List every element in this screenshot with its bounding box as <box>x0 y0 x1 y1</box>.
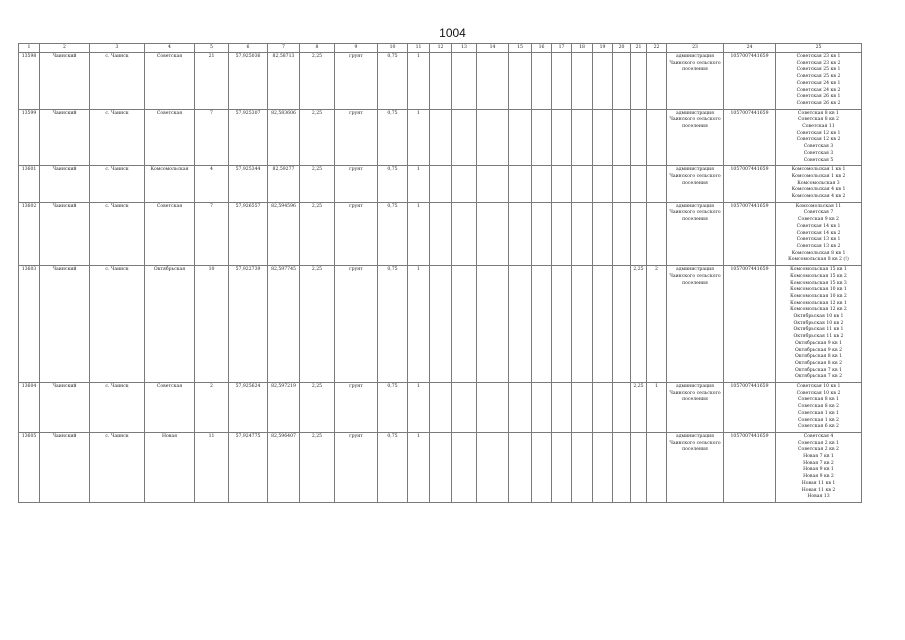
cell-addresses <box>776 53 862 110</box>
cell-area: 2,25 <box>300 383 335 433</box>
empty-cell <box>477 109 509 166</box>
cell-volume: 0,75 <box>378 266 408 383</box>
column-header: 2 <box>40 44 90 53</box>
address-line: Советская 12 кв 2 <box>796 137 841 143</box>
cell-id: 13599 <box>19 109 40 166</box>
cell-area: 2,25 <box>300 266 335 383</box>
cell-extra-area: 2,25 <box>631 266 647 383</box>
cell-addresses <box>776 266 862 383</box>
column-header: 12 <box>430 44 452 53</box>
column-header: 19 <box>593 44 613 53</box>
cell-surface: грунт <box>335 166 378 203</box>
cell-surface: грунт <box>335 202 378 265</box>
address-line: Комсомольская 11 <box>795 203 842 209</box>
cell-extra-count <box>647 432 667 502</box>
empty-cell <box>613 266 631 383</box>
address-line: Новая 9 кв 1 <box>803 467 834 473</box>
cell-lat: 57,924775 <box>229 432 268 502</box>
cell-lat: 57,925036 <box>229 53 268 110</box>
cell-village: с. Чаинск <box>90 383 145 433</box>
cell-street: Комсомольская <box>145 166 195 203</box>
address-line: Комсомольская 8 кв 2 (!) <box>788 257 849 263</box>
address-line: Комсомольская 10 кв 2 <box>790 293 847 299</box>
address-line: Новая 7 кв 1 <box>803 454 834 460</box>
address-line: Комсомольская 10 кв 1 <box>790 287 847 293</box>
cell-owner: администрация Чаинского сельского поселения <box>667 53 724 110</box>
table-row <box>19 166 862 203</box>
cell-ogrn: 1057007441659 <box>724 266 776 383</box>
cell-id: 13601 <box>19 166 40 203</box>
address-line: Комсомольская 8 кв 1 <box>791 250 846 256</box>
table-row <box>19 432 862 502</box>
table-row <box>19 202 862 265</box>
address-line: Комсомольская 15 кв 1 <box>790 267 847 273</box>
cell-district: Чаинский <box>40 166 90 203</box>
cell-lon: 82,583606 <box>268 109 300 166</box>
address-line: Советская 7 <box>803 210 834 216</box>
cell-house: 21 <box>195 53 229 110</box>
address-line: Комсомольская 15 кв 3 <box>790 280 847 286</box>
column-header: 18 <box>572 44 593 53</box>
address-line: Советская 3 <box>803 144 834 150</box>
empty-cell <box>593 53 613 110</box>
cell-lat: 57,922739 <box>229 266 268 383</box>
empty-cell <box>532 383 552 433</box>
cell-district: Чаинский <box>40 383 90 433</box>
empty-cell <box>430 166 452 203</box>
empty-cell <box>552 383 572 433</box>
empty-cell <box>552 202 572 265</box>
empty-cell <box>552 266 572 383</box>
address-line: Новая 11 кв 2 <box>801 487 836 493</box>
cell-village: с. Чаинск <box>90 53 145 110</box>
empty-cell <box>532 266 552 383</box>
address-line: Советская 10 кв 1 <box>796 384 841 390</box>
address-line: Советская 8 кв 1 <box>798 110 839 116</box>
cell-district: Чаинский <box>40 109 90 166</box>
empty-cell <box>572 383 593 433</box>
empty-cell <box>552 109 572 166</box>
cell-count: 1 <box>408 432 430 502</box>
empty-cell <box>613 383 631 433</box>
table-row <box>19 266 862 383</box>
cell-addresses <box>776 109 862 166</box>
address-line: Октябрьская 10 кв 2 <box>793 320 844 326</box>
address-line: Комсомольская 1 кв 1 <box>791 167 846 173</box>
cell-lon: 82,59277 <box>268 166 300 203</box>
address-line: Советская 25 кв 1 <box>796 67 841 73</box>
cell-extra-count <box>647 53 667 110</box>
address-line: Октябрьская 7 кв 2 <box>794 374 843 380</box>
empty-cell <box>613 53 631 110</box>
column-header: 8 <box>300 44 335 53</box>
cell-ogrn: 1057007441659 <box>724 432 776 502</box>
address-line: Советская 24 кв 1 <box>796 80 841 86</box>
cell-street: Советская <box>145 53 195 110</box>
cell-ogrn: 1057007441659 <box>724 53 776 110</box>
cell-extra-area <box>631 166 647 203</box>
register-table <box>18 43 862 503</box>
cell-lat: 57,925624 <box>229 383 268 433</box>
cell-owner: администрация Чаинского сельского поселения <box>667 266 724 383</box>
cell-extra-area <box>631 202 647 265</box>
address-line: Советская 13 кв 1 <box>796 237 841 243</box>
empty-cell <box>593 266 613 383</box>
address-line: Комсомольская 1 кв 2 <box>791 173 846 179</box>
empty-cell <box>430 202 452 265</box>
cell-extra-count: 1 <box>647 383 667 433</box>
empty-cell <box>572 53 593 110</box>
address-line: Октябрьская 10 кв 1 <box>793 314 844 320</box>
cell-id: 13602 <box>19 202 40 265</box>
cell-ogrn: 1057007441659 <box>724 109 776 166</box>
address-line: Советская 2 кв 2 <box>798 447 839 453</box>
empty-cell <box>509 109 532 166</box>
empty-cell <box>532 109 552 166</box>
empty-cell <box>452 432 477 502</box>
cell-id: 13605 <box>19 432 40 502</box>
cell-volume: 0,75 <box>378 109 408 166</box>
empty-cell <box>552 432 572 502</box>
cell-village: с. Чаинск <box>90 109 145 166</box>
column-header: 24 <box>724 44 776 53</box>
address-line: Советская 8 кв 2 <box>798 117 839 123</box>
address-line: Советская 26 кв 1 <box>796 94 841 100</box>
cell-owner: администрация Чаинского сельского поселения <box>667 109 724 166</box>
cell-area: 2,25 <box>300 53 335 110</box>
empty-cell <box>509 266 532 383</box>
cell-house: 4 <box>195 166 229 203</box>
cell-lon: 82,597745 <box>268 266 300 383</box>
cell-surface: грунт <box>335 53 378 110</box>
empty-cell <box>613 432 631 502</box>
address-line: Советская 10 кв 2 <box>796 390 841 396</box>
table-row <box>19 109 862 166</box>
cell-count: 1 <box>408 166 430 203</box>
address-line: Советская 13 кв 2 <box>796 243 841 249</box>
empty-cell <box>452 53 477 110</box>
cell-owner: администрация Чаинского сельского поселения <box>667 202 724 265</box>
cell-owner: администрация Чаинского сельского поселения <box>667 432 724 502</box>
address-line: Советская 11 <box>802 124 835 130</box>
address-line: Советская 1 кв 2 <box>798 417 839 423</box>
empty-cell <box>452 202 477 265</box>
column-header: 22 <box>647 44 667 53</box>
table-row <box>19 383 862 433</box>
cell-count: 1 <box>408 266 430 383</box>
empty-cell <box>430 53 452 110</box>
address-line: Советская 9 кв 2 <box>798 217 839 223</box>
column-header: 4 <box>145 44 195 53</box>
cell-count: 1 <box>408 202 430 265</box>
cell-lat: 57,926557 <box>229 202 268 265</box>
cell-lon: 82,597219 <box>268 383 300 433</box>
cell-extra-area <box>631 432 647 502</box>
cell-street: Октябрьская <box>145 266 195 383</box>
address-line: Комсомольская 15 кв 2 <box>790 273 847 279</box>
cell-area: 2,25 <box>300 202 335 265</box>
empty-cell <box>477 202 509 265</box>
table-row <box>19 53 862 110</box>
cell-ogrn: 1057007441659 <box>724 383 776 433</box>
address-line: Советская 26 кв 2 <box>796 100 841 106</box>
empty-cell <box>552 53 572 110</box>
cell-addresses <box>776 432 862 502</box>
address-line: Советская 24 кв 2 <box>796 87 841 93</box>
empty-cell <box>552 166 572 203</box>
empty-cell <box>593 109 613 166</box>
column-header: 25 <box>776 44 862 53</box>
cell-village: с. Чаинск <box>90 266 145 383</box>
cell-volume: 0,75 <box>378 432 408 502</box>
cell-addresses <box>776 202 862 265</box>
empty-cell <box>509 202 532 265</box>
column-header: 10 <box>378 44 408 53</box>
cell-id: 13598 <box>19 53 40 110</box>
column-header: 15 <box>509 44 532 53</box>
cell-lon: 82,596407 <box>268 432 300 502</box>
cell-volume: 0,75 <box>378 202 408 265</box>
cell-house: 11 <box>195 432 229 502</box>
empty-cell <box>593 383 613 433</box>
empty-cell <box>477 266 509 383</box>
empty-cell <box>593 432 613 502</box>
column-header: 3 <box>90 44 145 53</box>
cell-volume: 0,75 <box>378 53 408 110</box>
cell-district: Чаинский <box>40 53 90 110</box>
address-line: Новая 13 <box>807 494 830 500</box>
column-header: 1 <box>19 44 40 53</box>
empty-cell <box>452 266 477 383</box>
empty-cell <box>452 166 477 203</box>
column-header: 9 <box>335 44 378 53</box>
empty-cell <box>430 383 452 433</box>
cell-surface: грунт <box>335 109 378 166</box>
cell-village: с. Чаинск <box>90 166 145 203</box>
address-line: Комсомольская 12 кв 1 <box>790 300 847 306</box>
empty-cell <box>509 53 532 110</box>
empty-cell <box>532 202 552 265</box>
cell-extra-count <box>647 202 667 265</box>
empty-cell <box>532 53 552 110</box>
empty-cell <box>452 109 477 166</box>
address-line: Советская 3 <box>803 150 834 156</box>
column-header: 5 <box>195 44 229 53</box>
address-line: Октябрьская 8 кв 1 <box>794 354 843 360</box>
empty-cell <box>430 109 452 166</box>
address-line: Октябрьская 11 кв 1 <box>793 327 844 333</box>
empty-cell <box>613 109 631 166</box>
cell-surface: грунт <box>335 266 378 383</box>
cell-count: 1 <box>408 53 430 110</box>
column-header: 17 <box>552 44 572 53</box>
column-header: 14 <box>477 44 509 53</box>
empty-cell <box>613 202 631 265</box>
address-line: Комсомольская 12 кв 2 <box>790 307 847 313</box>
cell-lon: 82,594596 <box>268 202 300 265</box>
address-line: Комсомольская 4 кв 2 <box>791 194 846 200</box>
empty-cell <box>509 432 532 502</box>
address-line: Советская 4 <box>803 433 834 439</box>
empty-cell <box>430 266 452 383</box>
cell-volume: 0,75 <box>378 383 408 433</box>
address-line: Советская 6 кв 2 <box>798 424 839 430</box>
cell-village: с. Чаинск <box>90 202 145 265</box>
column-header: 23 <box>667 44 724 53</box>
cell-id: 13603 <box>19 266 40 383</box>
empty-cell <box>477 166 509 203</box>
cell-extra-count <box>647 109 667 166</box>
empty-cell <box>532 166 552 203</box>
empty-cell <box>572 202 593 265</box>
address-line: Октябрьская 8 кв 2 <box>794 360 843 366</box>
address-line: Октябрьская 9 кв 1 <box>794 340 843 346</box>
cell-addresses <box>776 383 862 433</box>
empty-cell <box>509 166 532 203</box>
empty-cell <box>593 202 613 265</box>
address-line: Советская 23 кв 1 <box>796 54 841 59</box>
cell-extra-area <box>631 53 647 110</box>
empty-cell <box>509 383 532 433</box>
register-body <box>19 44 862 503</box>
cell-street: Советская <box>145 383 195 433</box>
cell-house: 7 <box>195 202 229 265</box>
address-line: Советская 14 кв 2 <box>796 230 841 236</box>
cell-extra-area: 2,25 <box>631 383 647 433</box>
cell-house: 7 <box>195 109 229 166</box>
column-header: 20 <box>613 44 631 53</box>
address-line: Советская 14 кв 1 <box>796 223 841 229</box>
cell-count: 1 <box>408 109 430 166</box>
empty-cell <box>572 166 593 203</box>
cell-street: Советская <box>145 109 195 166</box>
column-header: 16 <box>532 44 552 53</box>
empty-cell <box>477 432 509 502</box>
address-line: Новая 9 кв 2 <box>803 474 834 480</box>
empty-cell <box>572 266 593 383</box>
cell-id: 13604 <box>19 383 40 433</box>
column-header: 11 <box>408 44 430 53</box>
address-line: Комсомольская 3 <box>797 180 840 186</box>
cell-owner: администрация Чаинского сельского поселения <box>667 166 724 203</box>
header-row <box>19 44 862 53</box>
cell-area: 2,25 <box>300 109 335 166</box>
column-header: 7 <box>268 44 300 53</box>
cell-area: 2,25 <box>300 166 335 203</box>
cell-lon: 82,58713 <box>268 53 300 110</box>
cell-count: 1 <box>408 383 430 433</box>
address-line: Октябрьская 7 кв 1 <box>794 367 843 373</box>
column-header: 13 <box>452 44 477 53</box>
empty-cell <box>572 109 593 166</box>
empty-cell <box>477 53 509 110</box>
cell-street: Советская <box>145 202 195 265</box>
cell-house: 2 <box>195 383 229 433</box>
column-header: 21 <box>631 44 647 53</box>
empty-cell <box>477 383 509 433</box>
empty-cell <box>593 166 613 203</box>
address-line: Советская 8 кв 2 <box>798 404 839 410</box>
cell-surface: грунт <box>335 383 378 433</box>
empty-cell <box>430 432 452 502</box>
empty-cell <box>452 383 477 433</box>
address-line: Новая 11 кв 1 <box>801 480 836 486</box>
address-line: Советская 25 кв 2 <box>796 74 841 80</box>
cell-extra-count <box>647 166 667 203</box>
cell-extra-count: 2 <box>647 266 667 383</box>
cell-surface: грунт <box>335 432 378 502</box>
address-line: Новая 7 кв 2 <box>803 460 834 466</box>
cell-district: Чаинский <box>40 202 90 265</box>
address-line: Советская 2 кв 1 <box>798 440 839 446</box>
empty-cell <box>572 432 593 502</box>
cell-volume: 0,75 <box>378 166 408 203</box>
address-line: Советская 8 кв 1 <box>798 397 839 403</box>
cell-area: 2,25 <box>300 432 335 502</box>
address-line: Октябрьская 11 кв 2 <box>793 334 844 340</box>
cell-lat: 57,925307 <box>229 109 268 166</box>
address-line: Октябрьская 9 кв 2 <box>794 347 843 353</box>
cell-ogrn: 1057007441659 <box>724 166 776 203</box>
cell-ogrn: 1057007441659 <box>724 202 776 265</box>
cell-village: с. Чаинск <box>90 432 145 502</box>
page-number: 1004 <box>439 26 466 40</box>
empty-cell <box>613 166 631 203</box>
cell-district: Чаинский <box>40 266 90 383</box>
column-header: 6 <box>229 44 268 53</box>
address-line: Комсомольская 4 кв 1 <box>791 187 846 193</box>
address-line: Советская 23 кв 2 <box>796 60 841 66</box>
cell-extra-area <box>631 109 647 166</box>
cell-owner: администрация Чаинского сельского поселения <box>667 383 724 433</box>
cell-house: 10 <box>195 266 229 383</box>
cell-district: Чаинский <box>40 432 90 502</box>
empty-cell <box>532 432 552 502</box>
cell-addresses <box>776 166 862 203</box>
cell-street: Новая <box>145 432 195 502</box>
cell-lat: 57,925344 <box>229 166 268 203</box>
address-line: Советская 1 кв 1 <box>798 410 839 416</box>
address-line: Советская 12 кв 1 <box>796 130 841 136</box>
address-line: Советская 5 <box>803 157 834 163</box>
